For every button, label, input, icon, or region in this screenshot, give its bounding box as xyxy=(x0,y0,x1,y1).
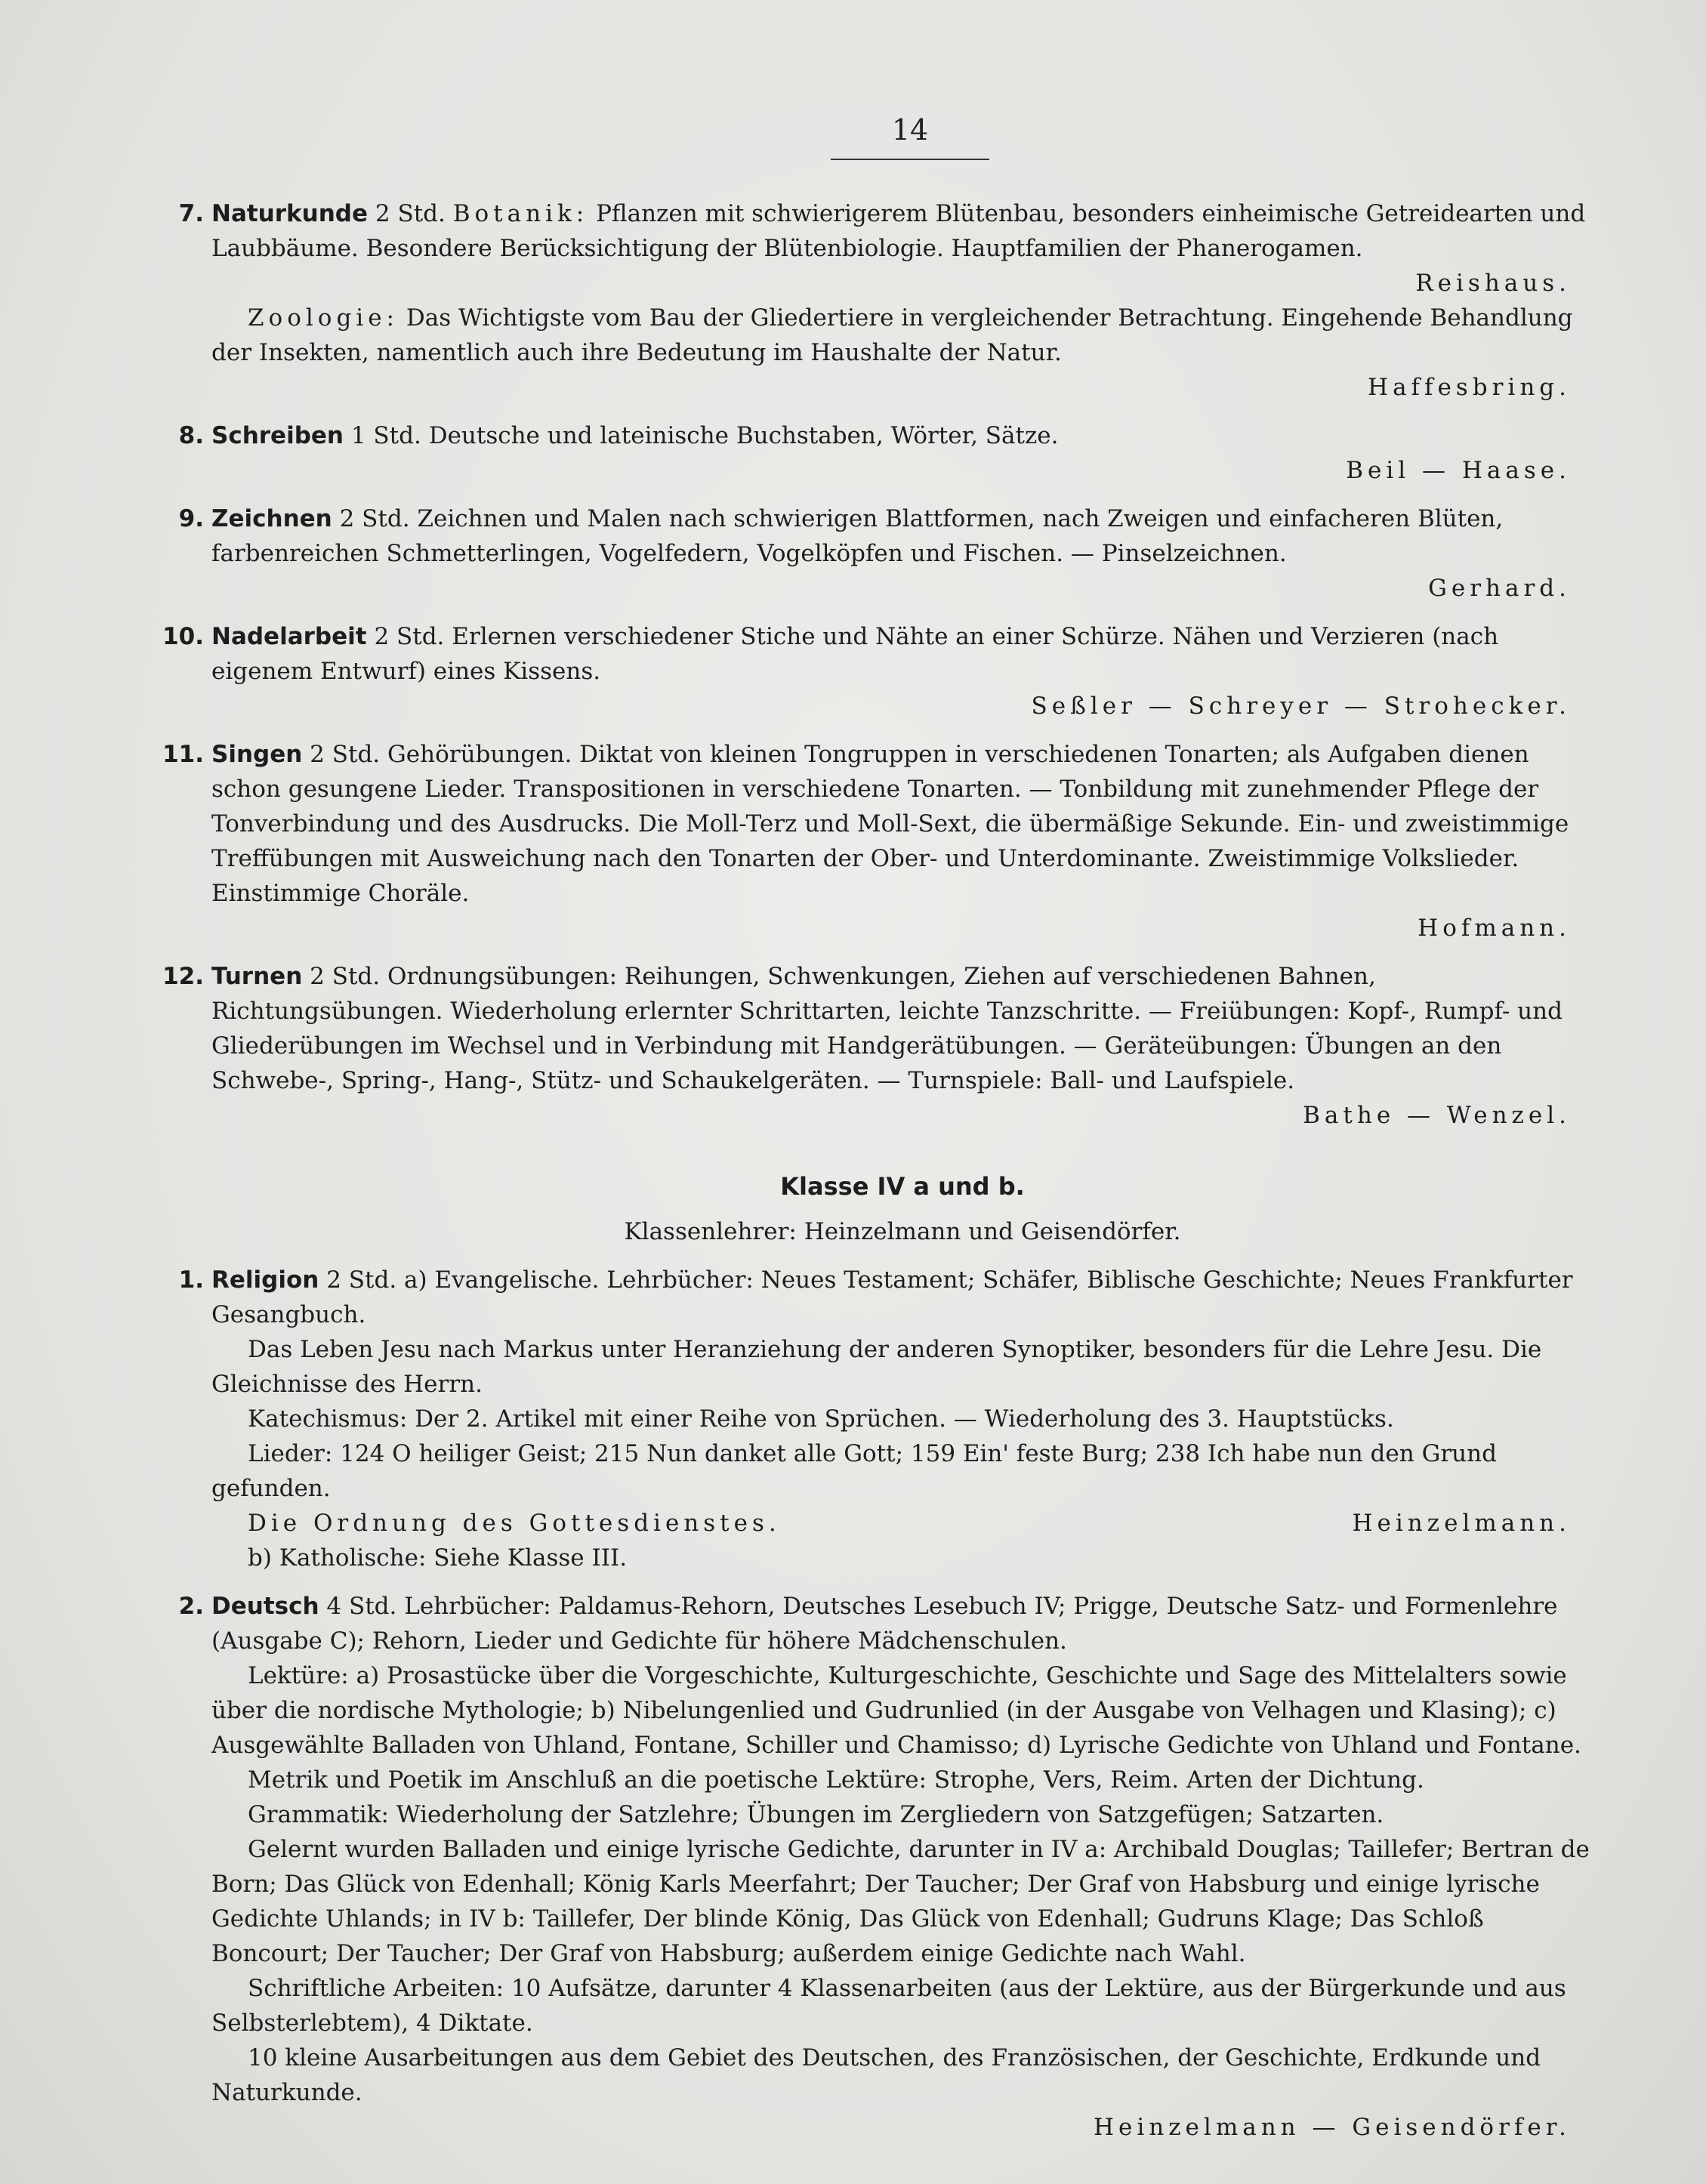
paragraph: Gelernt wurden Balladen und einige lyrische Gedichte, darunter in IV a: Archibald Douglas; Taillefer; Bertran de Born; Das Glück von Edenhall; König Karls Meerfahrt; Der Taucher; Der Graf von Habsburg und einige lyrische Gedichte Uhlands; in IV b: Taillefer, Der blinde König, Das Glück von Edenhall; Gudruns Klage; Das Schloß Boncourt; Der Taucher; Der Graf von Habsburg; außerdem einige Gedichte nach Wahl. xyxy=(211,1836,1590,1967)
subject-hours: 2 Std. xyxy=(339,505,410,532)
subject-hours: 2 Std. xyxy=(310,963,381,990)
subject-text: a) Evangelische. Lehrbücher: Neues Testament; Schäfer, Biblische Geschichte; Neues Frankfurter Gesangbuch. xyxy=(211,1266,1573,1328)
entry-number: 11. xyxy=(162,741,204,768)
teacher-signature: Bathe — Wenzel. xyxy=(1303,1102,1571,1129)
paragraph: Schriftliche Arbeiten: 10 Aufsätze, darunter 4 Klassenarbeiten (aus der Lektüre, aus der Bürgerkunde und aus Selbsterlebtem), 4 Diktate. xyxy=(211,1975,1566,2037)
subject-text: Gehörübungen. Diktat von kleinen Tongruppen in verschiedenen Tonarten; als Aufgaben dienen schon gesungene Lieder. Transpositionen in verschiedene Tonarten. — Tonbildung mit zunehmender Pflege der Tonverbindung und des Ausdrucks. Die Moll-Terz und Moll-Sext, die übermäßige Sekunde. Ein- und zweistimmige Treffübungen mit Ausweichung nach den Tonarten der Ober- und Unterdominante. Zweistimmige Volkslieder. Einstimmige Choräle. xyxy=(211,741,1569,907)
subject-hours: 2 Std. xyxy=(310,741,381,768)
subject-text: Erlernen verschiedener Stiche und Nähte an einer Schürze. Nähen und Verzieren (nach eigenem Entwurf) eines Kissens. xyxy=(211,623,1499,685)
teacher-signature: Gerhard. xyxy=(1428,575,1571,602)
teacher-signature: Seßler — Schreyer — Strohecker. xyxy=(1031,693,1571,720)
topic-lead: Zoologie: xyxy=(248,304,399,332)
subject-text: Ordnungsübungen: Reihungen, Schwenkungen, Ziehen auf verschiedenen Bahnen, Richtungsübungen. Wiederholung erlernter Schrittarten, leichte Tanzschritte. — Freiübungen: Kopf-, Rumpf- und Gliederübungen im Wechsel und in Verbindung mit Handgerätübungen. — Geräteübungen: Übungen an den Schwebe-, Spring-, Hang-, Stütz- und Schaukelgeräten. — Turnspiele: Ball- und Laufspiele. xyxy=(211,963,1563,1094)
entry-number: 12. xyxy=(162,963,204,990)
subject-hours: 2 Std. xyxy=(326,1266,397,1294)
class-teachers: Klassenlehrer: Heinzelmann und Geisendörfer. xyxy=(624,1218,1181,1245)
teacher-signature: Heinzelmann. xyxy=(1352,1510,1571,1537)
paragraph: Lektüre: a) Prosastücke über die Vorgeschichte, Kulturgeschichte, Geschichte und Sage des Mittelalters sowie über die nordische Mythologie; b) Nibelungenlied und Gudrunlied (in der Ausgabe von Velhagen und Klasing); c) Ausgewählte Balladen von Uhland, Fontane, Schiller und Chamisso; d) Lyrische Gedichte von Uhland und Fontane. xyxy=(211,1662,1581,1759)
subject-title: Nadelarbeit xyxy=(211,623,367,650)
subject-entry-turnen xyxy=(162,959,1593,1133)
entry-number: 7. xyxy=(178,200,204,227)
subject-hours: 2 Std. xyxy=(374,623,445,650)
class-heading: Klasse IV a und b. xyxy=(780,1172,1025,1201)
subject-text: Lehrbücher: Paldamus-Rehorn, Deutsches Lesebuch IV; Prigge, Deutsche Satz- und Formenlehre (Ausgabe C); Rehorn, Lieder und Gedichte für höhere Mädchenschulen. xyxy=(211,1593,1558,1655)
subject-hours: 1 Std. xyxy=(350,422,421,449)
entry-number: 2. xyxy=(178,1593,204,1620)
paragraph: Metrik und Poetik im Anschluß an die poetische Lektüre: Strophe, Vers, Reim. Arten der Dichtung. xyxy=(248,1766,1424,1794)
subject-entry-schreiben xyxy=(178,418,1593,488)
subject-hours: 2 Std. xyxy=(375,200,446,227)
teacher-signature: Beil — Haase. xyxy=(1346,457,1571,484)
entry-number: 10. xyxy=(162,623,204,650)
subject-entry-deutsch xyxy=(178,1589,1593,2145)
subject-title: Naturkunde xyxy=(211,200,369,227)
topic-text: Pflanzen mit schwierigerem Blütenbau, besonders einheimische Getreidearten und Laubbäume. Besondere Berücksichtigung der Blütenbiologie. Hauptfamilien der Phanerogamen. xyxy=(211,200,1586,262)
subject-entry-zeichnen xyxy=(178,501,1593,606)
subject-text: Zeichnen und Malen nach schwierigen Blattformen, nach Zweigen und einfacheren Blüten, farbenreichen Schmetterlingen, Vogelfedern, Vogelköpfen und Fischen. — Pinselzeichnen. xyxy=(211,505,1504,567)
subject-entry-nadelarbeit xyxy=(162,619,1593,723)
paragraph: Lieder: 124 O heiliger Geist; 215 Nun danket alle Gott; 159 Ein' feste Burg; 238 Ich habe nun den Grund gefunden. xyxy=(211,1440,1497,1502)
subject-text: Deutsche und lateinische Buchstaben, Wörter, Sätze. xyxy=(428,422,1059,449)
page-number: 14 xyxy=(831,113,989,160)
subject-entry-singen xyxy=(162,737,1593,945)
subject-title: Zeichnen xyxy=(211,505,332,532)
topic-text: Das Wichtigste vom Bau der Gliedertiere in vergleichender Betrachtung. Eingehende Behandlung der Insekten, namentlich auch ihre Bedeutung im Haushalte der Natur. xyxy=(211,304,1573,366)
subject-hours: 4 Std. xyxy=(326,1593,397,1620)
subject-title: Schreiben xyxy=(211,422,344,449)
subject-entry-religion xyxy=(178,1263,1593,1575)
paragraph: Die Ordnung des Gottesdienstes. xyxy=(248,1510,781,1537)
subject-entry-naturkunde xyxy=(178,196,1593,405)
subject-title: Singen xyxy=(211,741,303,768)
paragraph: b) Katholische: Siehe Klasse III. xyxy=(248,1544,628,1572)
topic-lead: Botanik: xyxy=(452,200,589,227)
teacher-signature: Hofmann. xyxy=(1418,915,1571,942)
teacher-signature: Heinzelmann — Geisendörfer. xyxy=(1093,2114,1571,2141)
subject-title: Religion xyxy=(211,1266,319,1294)
paragraph: Das Leben Jesu nach Markus unter Heranziehung der anderen Synoptiker, besonders für die Lehre Jesu. Die Gleichnisse des Herrn. xyxy=(211,1336,1542,1398)
entry-number: 9. xyxy=(178,505,204,532)
entry-number: 1. xyxy=(178,1266,204,1294)
paragraph: Katechismus: Der 2. Artikel mit einer Reihe von Sprüchen. — Wiederholung des 3. Hauptstücks. xyxy=(248,1405,1394,1433)
entry-number: 8. xyxy=(178,422,204,449)
teacher-signature: Reishaus. xyxy=(1415,270,1571,297)
paragraph: Grammatik: Wiederholung der Satzlehre; Übungen im Zergliedern von Satzgefügen; Satzarten. xyxy=(248,1801,1384,1828)
subject-title: Deutsch xyxy=(211,1593,319,1620)
subject-title: Turnen xyxy=(211,963,303,990)
paragraph: 10 kleine Ausarbeitungen aus dem Gebiet des Deutschen, des Französischen, der Geschichte, Erdkunde und Naturkunde. xyxy=(211,2044,1541,2106)
document-body xyxy=(162,196,1593,2158)
teacher-signature: Haffesbring. xyxy=(1368,374,1571,401)
